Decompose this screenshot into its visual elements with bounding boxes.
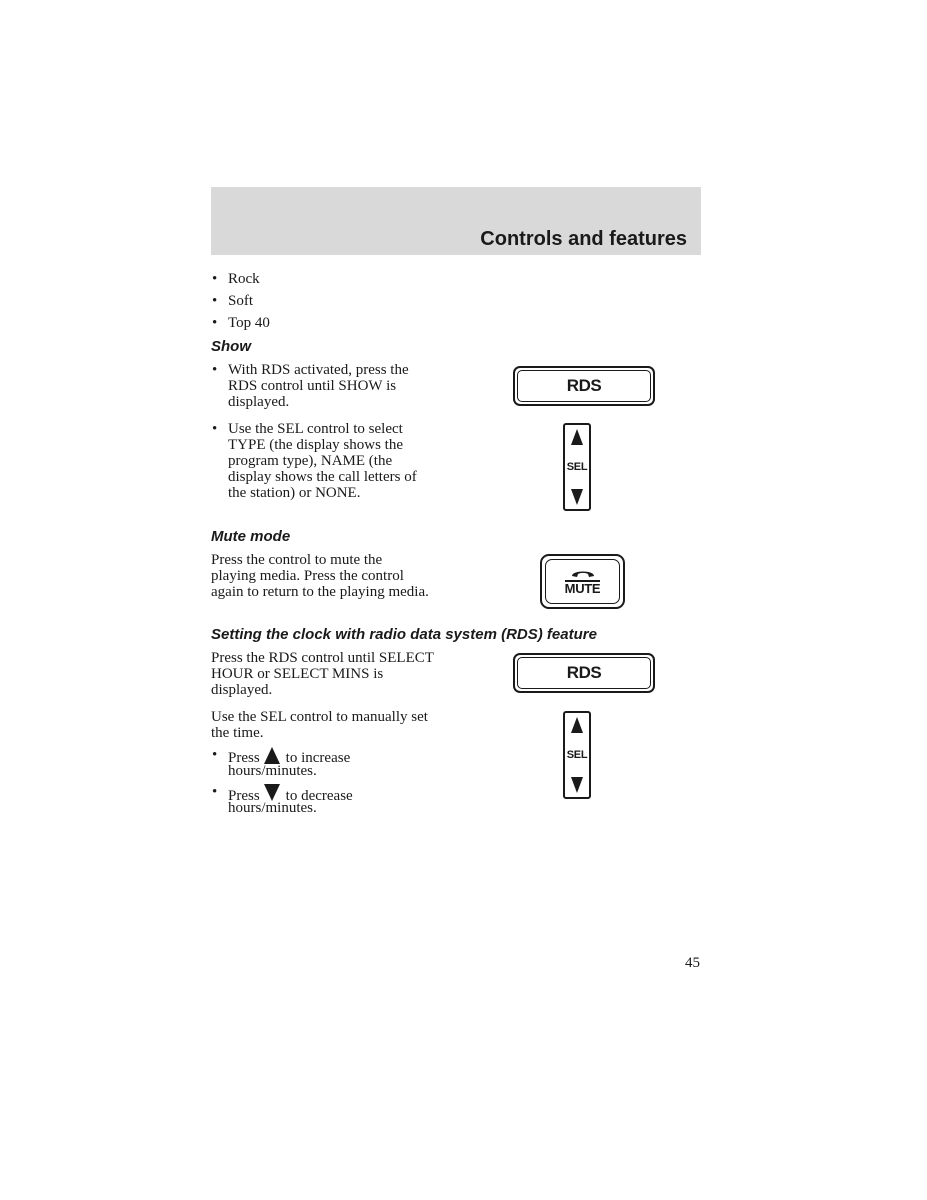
press-word: Press — [228, 788, 260, 804]
list-item: Top 40 — [228, 315, 270, 331]
text-line: playing media. Press the control — [211, 568, 404, 584]
triangle-down-icon — [571, 777, 583, 793]
text-line: displayed. — [211, 682, 273, 698]
text-line: TYPE (the display shows the — [228, 437, 403, 453]
text-line: Use the SEL control to manually set — [211, 709, 428, 725]
text-line: hours/minutes. — [228, 763, 317, 779]
bullet-icon: • — [212, 293, 218, 309]
text-line: the time. — [211, 725, 264, 741]
sel-label: SEL — [566, 749, 588, 761]
text-line: HOUR or SELECT MINS is — [211, 666, 384, 682]
bullet-icon: • — [212, 271, 218, 287]
text-line: display shows the call letters of — [228, 469, 417, 485]
section-heading-mute: Mute mode — [211, 528, 291, 545]
phone-handset-icon — [570, 567, 596, 579]
bullet-icon: • — [212, 421, 218, 437]
rds-button — [513, 653, 655, 693]
bullet-icon: • — [212, 747, 218, 763]
rds-label: RDS — [566, 376, 602, 395]
text-line: Press the RDS control until SELECT — [211, 650, 434, 666]
text-line: the station) or NONE. — [228, 485, 361, 501]
triangle-down-icon — [264, 784, 280, 801]
header-band — [211, 187, 701, 255]
text-line: Use the SEL control to select — [228, 421, 403, 437]
sel-label: SEL — [566, 461, 588, 473]
bullet-icon: • — [212, 315, 218, 331]
section-heading-show: Show — [211, 338, 251, 355]
text-line: RDS control until SHOW is — [228, 378, 397, 394]
rds-label: RDS — [566, 663, 602, 682]
text-line: program type), NAME (the — [228, 453, 393, 469]
text-line: again to return to the playing media. — [211, 584, 429, 600]
triangle-up-icon — [571, 717, 583, 733]
triangle-up-icon — [571, 429, 583, 445]
decrease-text: to decrease — [285, 788, 353, 804]
section-heading-clock: Setting the clock with radio data system (RDS) feature — [211, 626, 597, 643]
mute-button — [540, 554, 625, 609]
text-line: With RDS activated, press the — [228, 362, 409, 378]
sel-rocker — [563, 423, 591, 511]
bullet-icon: • — [212, 784, 218, 800]
bullet-icon: • — [212, 362, 218, 378]
mute-label: MUTE — [564, 581, 601, 596]
list-item: Soft — [228, 293, 254, 309]
rds-button — [513, 366, 655, 406]
increase-text: to increase — [285, 750, 351, 766]
page-number: 45 — [685, 955, 700, 971]
text-line: Press the control to mute the — [211, 552, 383, 568]
triangle-up-icon — [264, 747, 280, 764]
triangle-down-icon — [571, 489, 583, 505]
text-line: displayed. — [228, 394, 290, 410]
press-word: Press — [228, 750, 260, 766]
page-title: Controls and features — [480, 228, 687, 250]
sel-rocker — [563, 711, 591, 799]
text-line: hours/minutes. — [228, 800, 317, 816]
list-item: Rock — [228, 271, 260, 287]
